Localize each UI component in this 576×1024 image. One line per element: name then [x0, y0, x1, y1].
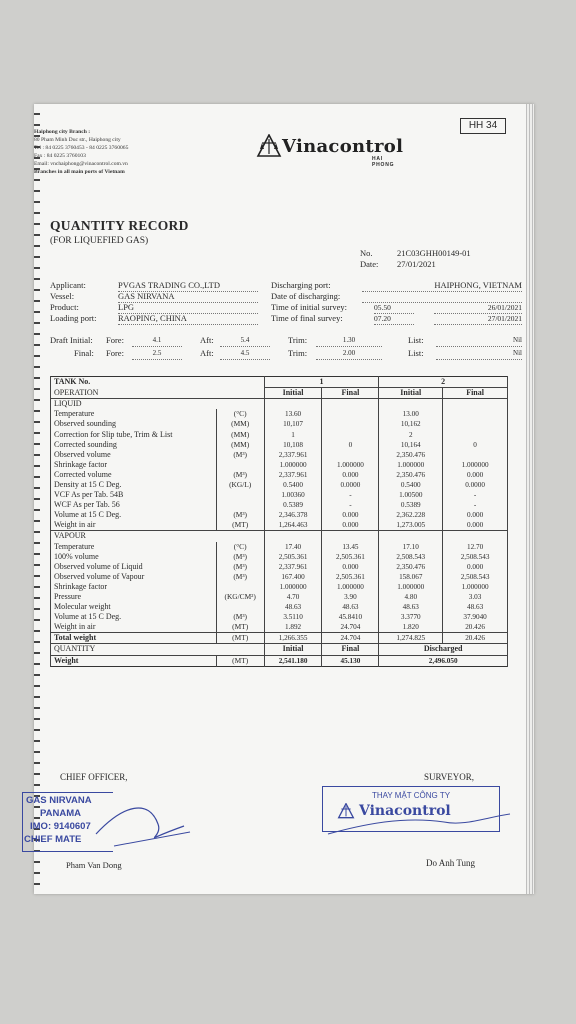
table-row: [51, 460, 508, 470]
date-label: Date:: [360, 259, 379, 269]
col-initial-2: Initial: [379, 388, 443, 399]
row-label: Temperature: [51, 409, 217, 419]
row-value: 12.70: [443, 542, 508, 552]
company-stamp-name: Vinacontrol: [359, 803, 451, 819]
trim-label: Trim:: [288, 335, 308, 345]
final-survey-time: 07.20: [374, 313, 414, 325]
row-value: 0.000: [322, 470, 379, 480]
row-label: Density at 15 C Deg.: [51, 480, 217, 490]
row-value: 0: [443, 440, 508, 450]
quantity-table: [50, 376, 508, 667]
table-row: [51, 440, 508, 450]
row-label: Observed volume of Vapour: [51, 572, 217, 582]
quantity-discharged-label: Discharged: [379, 644, 508, 655]
row-value: 10,107: [264, 419, 322, 429]
row-value: 158.067: [379, 572, 443, 582]
row-label: Observed volume of Liquid: [51, 562, 217, 572]
table-row: [51, 602, 508, 612]
document-page: [24, 104, 534, 894]
row-value: 48.63: [264, 602, 322, 612]
row-label: Molecular weight: [51, 602, 217, 612]
logo-wordmark: Vinacontrol: [282, 135, 404, 157]
row-unit: (M³): [216, 450, 264, 460]
row-value: [322, 429, 379, 439]
row-value: 0.000: [443, 510, 508, 520]
surveyor-name: Do Anh Tung: [426, 858, 476, 868]
draft-fore-label-2: Fore:: [106, 348, 124, 358]
row-value: 1.00500: [379, 490, 443, 500]
row-value: 167.400: [264, 572, 322, 582]
row-value: 0.5389: [264, 500, 322, 510]
row-label: Volume at 15 C Deg.: [51, 612, 217, 622]
row-value: 3.03: [443, 592, 508, 602]
row-value: 2,505.361: [264, 552, 322, 562]
row-value: 1.000000: [264, 460, 322, 470]
row-label: Observed sounding: [51, 419, 217, 429]
draft-initial-label: Draft Initial:: [50, 335, 93, 345]
quantity-initial-value: 2,541.180: [264, 655, 322, 666]
row-label: Correction for Slip tube, Trim & List: [51, 429, 217, 439]
row-value: 0.000: [322, 520, 379, 531]
quantity-final-label: Final: [322, 644, 379, 655]
row-value: 0.000: [443, 562, 508, 572]
row-unit: (KG/CM²): [216, 592, 264, 602]
table-row: [51, 520, 508, 531]
liquid-section-label: LIQUID: [51, 399, 265, 410]
document-title: QUANTITY RECORD: [50, 218, 189, 233]
row-value: 2: [379, 429, 443, 439]
draft-initial-aft: 5.4: [220, 335, 270, 347]
row-label: Observed volume: [51, 450, 217, 460]
row-value: 2,362.228: [379, 510, 443, 520]
page-edge: [526, 104, 534, 894]
table-row: [51, 480, 508, 490]
stamp-flag: PANAMA: [40, 808, 81, 819]
row-label: Volume at 15 C Deg.: [51, 510, 217, 520]
row-value: 2,337.961: [264, 470, 322, 480]
surveyor-label: SURVEYOR,: [424, 772, 475, 782]
stamp-rank: CHIEF MATE: [24, 834, 82, 845]
table-row: [51, 542, 508, 552]
draft-initial-fore: 4.1: [132, 335, 182, 347]
row-unit: (°C): [216, 409, 264, 419]
row-value: 2,346.378: [264, 510, 322, 520]
row-value: [322, 409, 379, 419]
row-value: 2,505.361: [322, 552, 379, 562]
table-row: [51, 592, 508, 602]
row-value: 3.5110: [264, 612, 322, 622]
draft-final-list: Nil: [436, 348, 522, 360]
total-weight-unit: (MT): [216, 633, 264, 644]
row-label: Weight in air: [51, 622, 217, 633]
blank-cell: [379, 531, 443, 542]
vessel-label: Vessel:: [50, 291, 75, 301]
row-value: 0.000: [322, 510, 379, 520]
row-value: 2,508.543: [443, 552, 508, 562]
total-weight-label: Total weight: [51, 633, 217, 644]
stamp-vessel-name: GAS NIRVANA: [26, 795, 92, 806]
row-label: Corrected volume: [51, 470, 217, 480]
row-value: 2,337.961: [264, 562, 322, 572]
table-row: [51, 612, 508, 622]
row-value: 2,337.961: [264, 450, 322, 460]
row-label: Weight in air: [51, 520, 217, 531]
row-label: Temperature: [51, 542, 217, 552]
table-row: [51, 450, 508, 460]
row-value: 1.00360: [264, 490, 322, 500]
table-row: [51, 429, 508, 439]
row-unit: (M³): [216, 552, 264, 562]
row-value: 4.80: [379, 592, 443, 602]
row-value: [322, 419, 379, 429]
surveyor-signature: [324, 804, 514, 844]
row-value: 0.5400: [379, 480, 443, 490]
row-value: 0.000: [443, 470, 508, 480]
row-value: 2,350.476: [379, 450, 443, 460]
row-value: 0.5389: [379, 500, 443, 510]
row-value: 1.000000: [379, 460, 443, 470]
trim-label-2: Trim:: [288, 348, 308, 358]
date-discharging-label: Date of discharging:: [271, 291, 341, 301]
vessel-value: GAS NIRVANA: [118, 291, 258, 303]
draft-fore-label: Fore:: [106, 335, 124, 345]
blank-cell: [264, 531, 322, 542]
total-weight-value: 1,274.825: [379, 633, 443, 644]
row-value: 4.70: [264, 592, 322, 602]
initial-survey-label: Time of initial survey:: [271, 302, 347, 312]
row-value: 24.704: [322, 622, 379, 633]
row-value: 10,162: [379, 419, 443, 429]
company-stamp-top: THAY MẶT CÔNG TY: [371, 791, 451, 800]
table-row: [51, 409, 508, 419]
row-unit: [216, 582, 264, 592]
draft-final-label: Final:: [74, 348, 94, 358]
total-weight-value: 20.426: [443, 633, 508, 644]
table-row: [51, 572, 508, 582]
row-unit: (MM): [216, 429, 264, 439]
total-weight-row: [51, 633, 508, 644]
officer-name: Pham Van Dong: [66, 860, 122, 870]
row-unit: [216, 460, 264, 470]
record-number: 21C03GHH00149-01: [397, 248, 471, 258]
row-label: VCF As per Tab. 54B: [51, 490, 217, 500]
blank-cell: [443, 531, 508, 542]
row-unit: (M³): [216, 470, 264, 480]
initial-survey-time: 05.50: [374, 302, 414, 314]
row-label: Pressure: [51, 592, 217, 602]
total-weight-value: 24.704: [322, 633, 379, 644]
row-unit: [216, 602, 264, 612]
weight-unit: (MT): [216, 655, 264, 666]
row-value: -: [322, 500, 379, 510]
row-unit: (MT): [216, 520, 264, 531]
row-unit: (MT): [216, 622, 264, 633]
row-value: 20.426: [443, 622, 508, 633]
row-unit: (M³): [216, 562, 264, 572]
discharging-port-label: Discharging port:: [271, 280, 331, 290]
draft-final-fore: 2.5: [132, 348, 182, 360]
quantity-label: QUANTITY: [51, 644, 265, 655]
row-unit: (MM): [216, 440, 264, 450]
branch-address-block: Haiphong city Branch : 80 Pham Minh Duc str., Haiphong city Tel : 84 0225 3760453 - 84 0225 3760065 Fax : 84 0225 3760103 Email: vnchaiphong@vinacontrol.com.vn Branches in all main ports of Vietnam: [34, 129, 129, 175]
quantity-weight-row: [51, 655, 508, 666]
tank-2-header: 2: [379, 377, 508, 388]
table-row: [51, 510, 508, 520]
row-value: 13.60: [264, 409, 322, 419]
row-value: [322, 450, 379, 460]
row-value: 17.40: [264, 542, 322, 552]
row-value: 0.000: [443, 520, 508, 531]
stamp-imo: IMO: 9140607: [30, 821, 91, 832]
product-label: Product:: [50, 302, 79, 312]
logo-subtitle: HAI PHONG: [372, 156, 395, 168]
table-row: [51, 552, 508, 562]
quantity-final-value: 45.130: [322, 655, 379, 666]
row-value: 1.820: [379, 622, 443, 633]
blank-cell: [322, 531, 379, 542]
row-unit: (KG/L): [216, 480, 264, 490]
row-unit: [216, 490, 264, 500]
total-weight-value: 1,266.355: [264, 633, 322, 644]
row-value: 37.9040: [443, 612, 508, 622]
row-value: [443, 409, 508, 419]
row-value: 0.0000: [322, 480, 379, 490]
row-value: -: [322, 490, 379, 500]
row-value: 1.000000: [443, 582, 508, 592]
final-survey-date: 27/01/2021: [434, 313, 522, 325]
operation-label: OPERATION: [51, 388, 265, 399]
row-value: 1.000000: [379, 582, 443, 592]
applicant-value: PVGAS TRADING CO.,LTD: [118, 280, 258, 292]
row-value: 48.63: [379, 602, 443, 612]
binding-holes: [34, 104, 40, 894]
quantity-header-row: [51, 644, 508, 655]
row-value: [443, 450, 508, 460]
row-value: 1: [264, 429, 322, 439]
quantity-discharged-value: 2,496.050: [379, 655, 508, 666]
draft-final-aft: 4.5: [220, 348, 270, 360]
row-label: 100% volume: [51, 552, 217, 562]
row-unit: (MM): [216, 419, 264, 429]
row-value: 10,108: [264, 440, 322, 450]
list-label: List:: [408, 335, 424, 345]
record-date: 27/01/2021: [397, 259, 436, 269]
row-value: -: [443, 490, 508, 500]
row-value: 10,164: [379, 440, 443, 450]
col-final-2: Final: [443, 388, 508, 399]
row-value: 13.00: [379, 409, 443, 419]
table-row: [51, 470, 508, 480]
row-value: 48.63: [322, 602, 379, 612]
table-row: [51, 490, 508, 500]
table-row: [51, 500, 508, 510]
row-unit: (M³): [216, 510, 264, 520]
col-initial-1: Initial: [264, 388, 322, 399]
row-label: Shrinkage factor: [51, 460, 217, 470]
chief-mate-signature: [94, 794, 194, 850]
draft-initial-list: Nil: [436, 335, 522, 347]
col-final-1: Final: [322, 388, 379, 399]
loading-port-label: Loading port:: [50, 313, 97, 323]
row-unit: (M³): [216, 572, 264, 582]
table-row: [51, 622, 508, 633]
table-row: [51, 562, 508, 572]
row-value: 1.000000: [443, 460, 508, 470]
row-unit: (°C): [216, 542, 264, 552]
tank-no-label: TANK No.: [51, 377, 265, 388]
no-label: No.: [360, 248, 373, 258]
row-value: 1.000000: [322, 460, 379, 470]
row-value: 13.45: [322, 542, 379, 552]
row-value: 2,505.361: [322, 572, 379, 582]
row-label: Corrected sounding: [51, 440, 217, 450]
draft-final-trim: 2.00: [316, 348, 382, 360]
row-unit: (M³): [216, 612, 264, 622]
row-value: 48.63: [443, 602, 508, 612]
row-value: 1.892: [264, 622, 322, 633]
row-value: 0: [322, 440, 379, 450]
row-value: 0.0000: [443, 480, 508, 490]
row-unit: [216, 500, 264, 510]
row-value: 17.10: [379, 542, 443, 552]
loading-port-value: RAOPING, CHINA: [118, 313, 258, 325]
chief-officer-label: CHIEF OFFICER,: [60, 772, 128, 782]
final-survey-label: Time of final survey:: [271, 313, 343, 323]
vinacontrol-logo: [256, 134, 404, 168]
draft-aft-label-2: Aft:: [200, 348, 214, 358]
row-value: 2,350.476: [379, 470, 443, 480]
scales-icon: [256, 134, 282, 158]
draft-aft-label: Aft:: [200, 335, 214, 345]
row-value: 1,273.005: [379, 520, 443, 531]
tank-1-header: 1: [264, 377, 379, 388]
row-value: 45.8410: [322, 612, 379, 622]
draft-initial-trim: 1.30: [316, 335, 382, 347]
row-value: 3.90: [322, 592, 379, 602]
row-value: 2,350.476: [379, 562, 443, 572]
row-value: -: [443, 500, 508, 510]
row-value: [443, 419, 508, 429]
row-label: WCF As per Tab. 56: [51, 500, 217, 510]
table-row: [51, 582, 508, 592]
row-label: Shrinkage factor: [51, 582, 217, 592]
quantity-initial-label: Initial: [264, 644, 322, 655]
weight-label: Weight: [51, 655, 217, 666]
row-value: 1.000000: [264, 582, 322, 592]
applicant-label: Applicant:: [50, 280, 86, 290]
row-value: 1,264.463: [264, 520, 322, 531]
initial-survey-date: 26/01/2021: [434, 302, 522, 314]
row-value: 2,508.543: [443, 572, 508, 582]
vapour-section-label: VAPOUR: [51, 531, 265, 542]
row-value: 1.000000: [322, 582, 379, 592]
row-value: 3.3770: [379, 612, 443, 622]
table-row: [51, 419, 508, 429]
product-value: LPG: [118, 302, 258, 314]
row-value: [443, 429, 508, 439]
row-value: 2,508.543: [379, 552, 443, 562]
row-value: 0.000: [322, 562, 379, 572]
list-label-2: List:: [408, 348, 424, 358]
document-code-box: HH 34: [460, 118, 506, 134]
document-subtitle: (FOR LIQUEFIED GAS): [50, 236, 149, 246]
discharging-port-value: HAIPHONG, VIETNAM: [362, 280, 522, 292]
row-value: 0.5400: [264, 480, 322, 490]
